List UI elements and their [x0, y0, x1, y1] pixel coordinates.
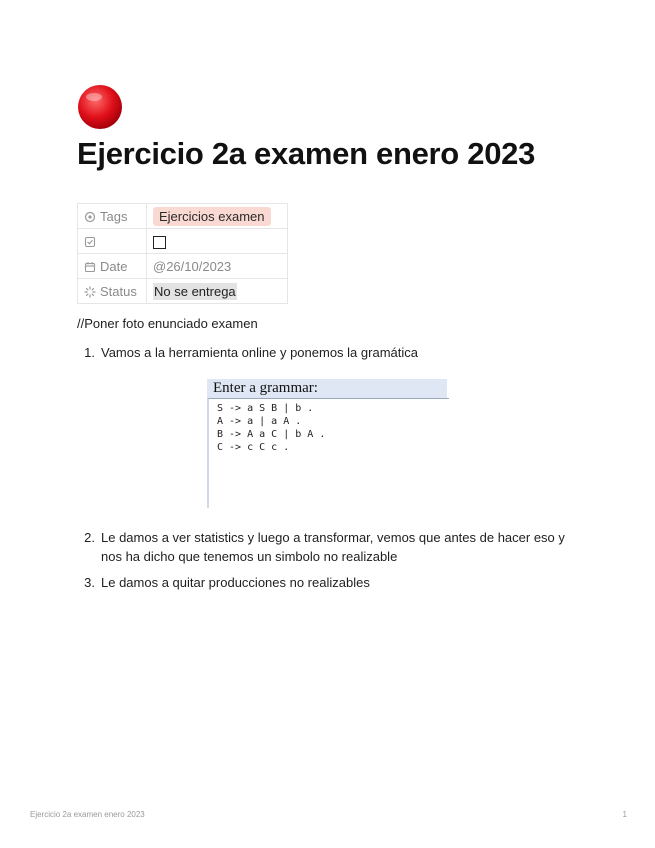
- list-text: Le damos a quitar producciones no realizables: [101, 575, 370, 590]
- list-number: 1.: [84, 345, 95, 360]
- list-text: Vamos a la herramienta online y ponemos la gramática: [101, 345, 418, 360]
- property-value-checkbox[interactable]: [147, 229, 288, 254]
- property-key-tags: [78, 204, 147, 229]
- calendar-icon: [84, 261, 96, 273]
- footer-title: Ejercicio 2a examen enero 2023: [30, 810, 145, 819]
- properties-table: [77, 203, 288, 304]
- property-value-tags[interactable]: [147, 204, 288, 229]
- grammar-line: S -> a S B | b .: [217, 403, 314, 414]
- grammar-line: B -> A a C | b A .: [217, 429, 326, 440]
- list-item: [77, 343, 597, 363]
- grammar-line: A -> a | a A .: [217, 416, 302, 427]
- property-row-date: [78, 254, 288, 279]
- property-key-checkbox: [78, 229, 147, 254]
- grammar-screenshot-image: [207, 379, 447, 507]
- tag-chip[interactable]: Ejercicios examen: [153, 207, 271, 226]
- tags-icon: [84, 211, 96, 223]
- grammar-line: C -> c C c .: [217, 442, 290, 453]
- list-text: Le damos a ver statistics y luego a transformar, vemos que antes de hacer eso y nos ha dicho que tenemos un simbolo no realizable: [101, 530, 565, 564]
- grammar-textarea: [207, 398, 449, 508]
- property-value-status[interactable]: [147, 279, 288, 304]
- property-key-date: [78, 254, 147, 279]
- property-value-date[interactable]: @26/10/2023: [147, 254, 288, 279]
- property-label-date: Date: [100, 258, 128, 274]
- property-label-status: Status: [100, 283, 137, 299]
- list-item: [77, 573, 597, 593]
- list-item: [77, 528, 597, 568]
- page-number: 1: [622, 810, 627, 819]
- grammar-header: Enter a grammar:: [207, 379, 447, 398]
- page-title: Ejercicio 2a examen enero 2023: [77, 136, 536, 171]
- checkbox-property-icon: [84, 236, 96, 248]
- property-row-checkbox: [78, 229, 288, 254]
- property-label-tags: Tags: [100, 208, 128, 224]
- status-icon: [84, 286, 96, 298]
- checkbox[interactable]: [153, 236, 166, 249]
- status-badge[interactable]: No se entrega: [154, 283, 236, 299]
- property-row-status: [78, 279, 288, 304]
- list-number: 3.: [84, 575, 95, 590]
- list-number: 2.: [84, 530, 95, 545]
- intro-text: //Poner foto enunciado examen: [77, 316, 258, 331]
- property-row-tags: [78, 204, 288, 229]
- red-circle-icon: [77, 84, 123, 130]
- property-key-status: [78, 279, 147, 304]
